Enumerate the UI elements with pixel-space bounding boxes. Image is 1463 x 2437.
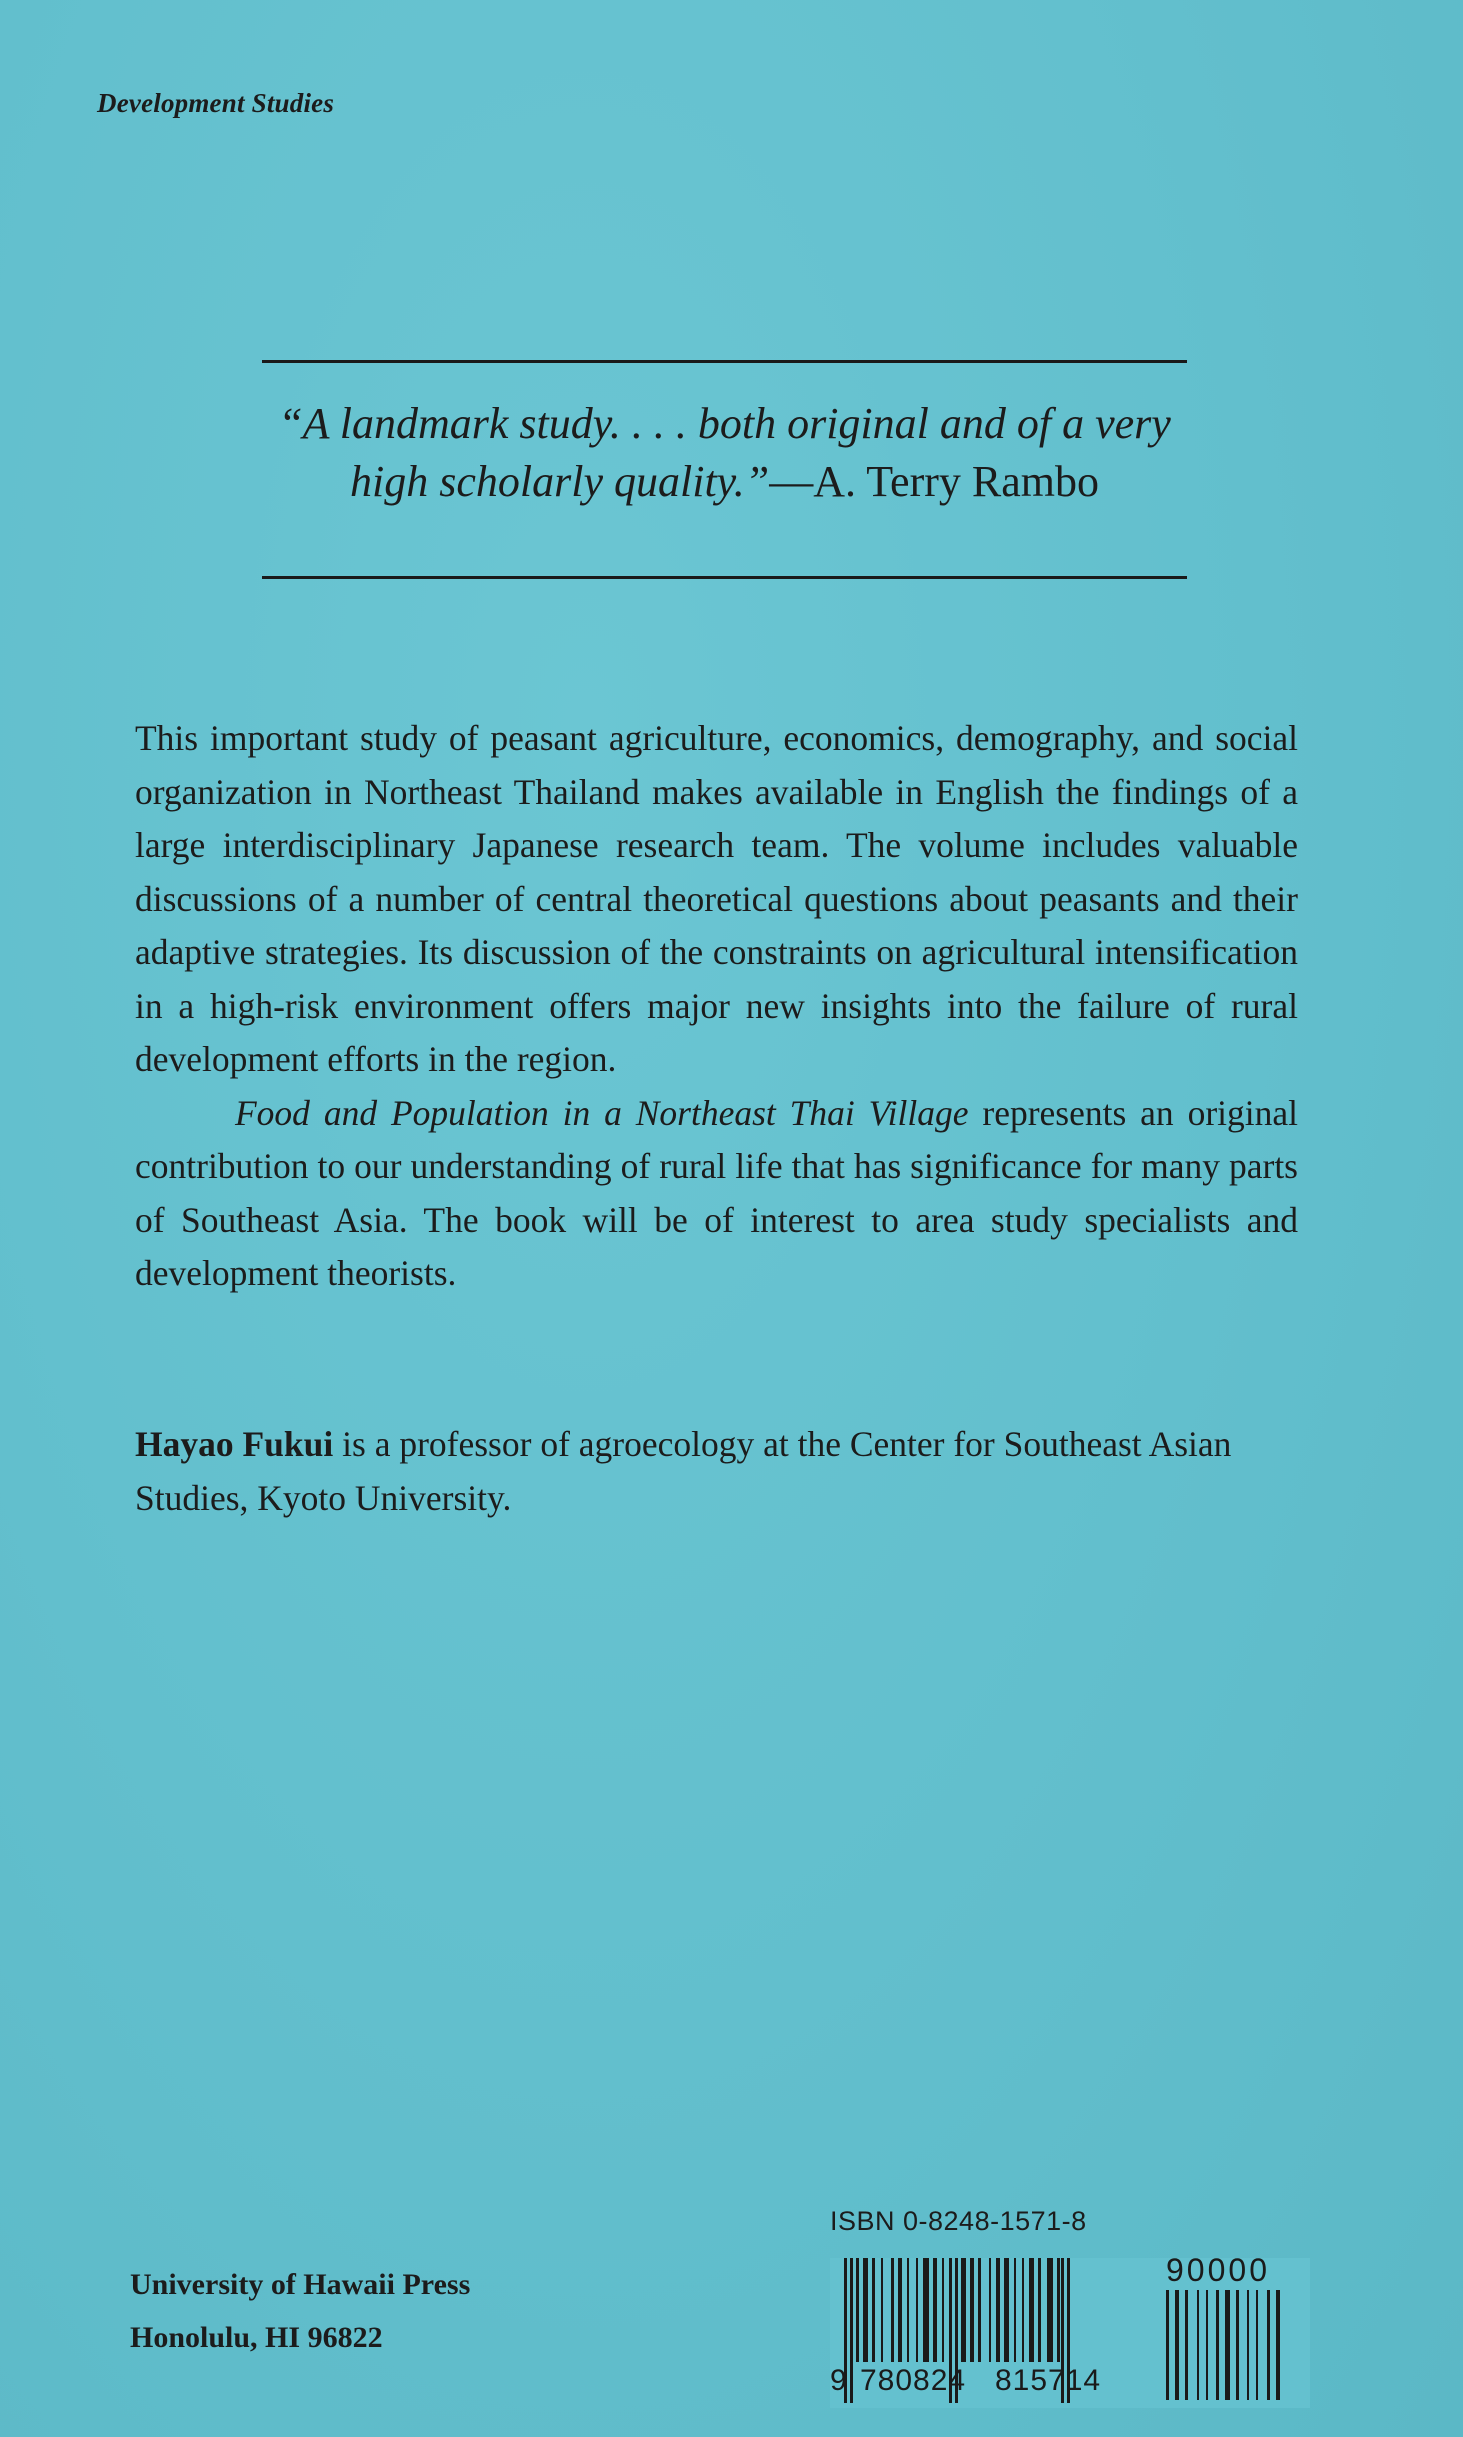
review-quote — [262, 395, 1187, 511]
ean-first-digit: 9 — [830, 2364, 848, 2397]
addon-digits: 90000 — [1166, 2252, 1270, 2288]
barcode — [830, 2252, 1310, 2408]
author-bio — [135, 1418, 1298, 1525]
book-title-italic: Food and Population in a Northeast Thai Village — [235, 1092, 969, 1133]
publisher-city: Honolulu, HI 96822 — [130, 2321, 383, 2354]
quote-line-2: high scholarly quality.” — [350, 457, 770, 506]
quote-bottom-rule — [262, 576, 1187, 579]
publisher-block — [130, 2258, 470, 2364]
isbn-label: ISBN 0-8248-1571-8 — [830, 2206, 1087, 2236]
ean-right-digits: 815714 — [995, 2364, 1102, 2397]
author-bio-text: is a professor of agroecology at the Center for Southeast Asian Studies, Kyoto University. — [135, 1424, 1232, 1518]
blurb-paragraph-2 — [135, 1087, 1298, 1301]
quote-top-rule — [262, 360, 1187, 363]
quote-attribution: —A. Terry Rambo — [769, 457, 1099, 506]
series-label: Development Studies — [97, 88, 335, 118]
description-blurb — [135, 712, 1298, 1301]
author-name: Hayao Fukui — [135, 1424, 334, 1464]
blurb-paragraph-1: This important study of peasant agriculture, economics, demography, and social organization in Northeast Thailand makes available in English the findings of a large interdisciplinary Japanese research team. The volume includes valuable discussions of a number of central theoretical questions about peasants and their adaptive strategies. Its discussion of the constraints on agricultural intensification in a high-risk environment offers major new insights into the failure of rural development efforts in the region. — [135, 718, 1298, 1079]
publisher-name: University of Hawaii Press — [130, 2268, 471, 2301]
quote-line-1: “A landmark study. . . . both original and of a very — [278, 399, 1171, 448]
blurb-paragraph-2-text: represents an original contribution to our understanding of rural life that has significance for many parts of Southeast Asia. The book will be of interest to area study specialists and development theorists. — [135, 1092, 1298, 1293]
ean-left-digits: 780824 — [860, 2364, 967, 2397]
